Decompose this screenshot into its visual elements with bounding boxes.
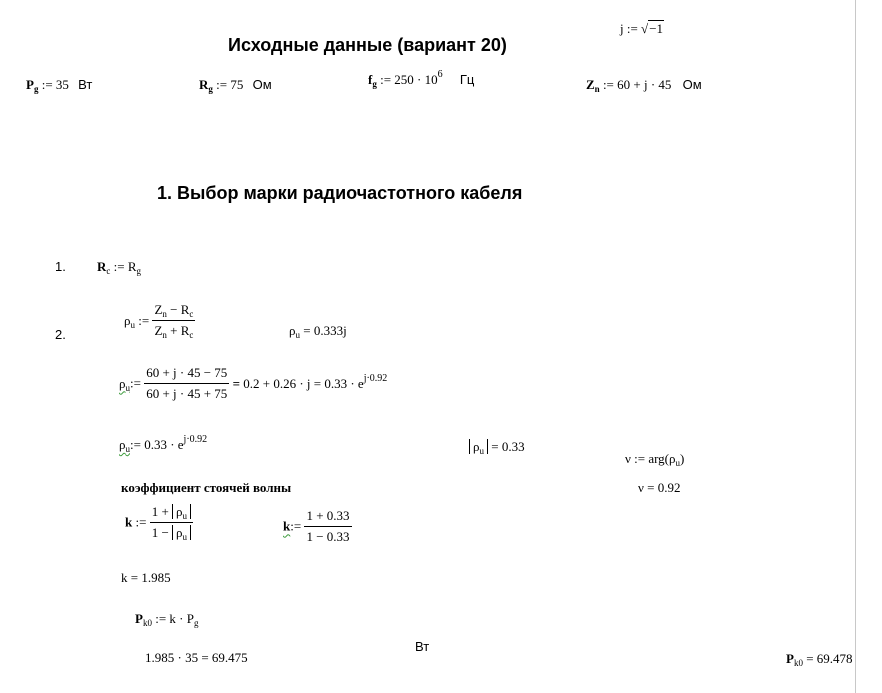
pg-definition: $P_g$ := 35 Вт <box>26 77 93 94</box>
rho-numeric-substitution: $\rho_u:=$ $\frac{60 + j \cdot 45 - 75}{60 + j \cdot 45 + 75}$ = $0.2 + 0.26 \cdot j = 0.33 \cdot e^{j\cdot 0.92}$ <box>119 365 388 401</box>
pk0-unit: Вт <box>415 639 430 654</box>
rho-value: $\rho_u = 0.333j$ <box>289 323 347 340</box>
fg-definition: $f_g$ := $250 \cdot 10^6$ Гц <box>368 69 475 89</box>
rho-abs-value: $\rho_u = 0.33$ <box>469 439 525 455</box>
pk0-result: $P_{k0} = 69.478$ <box>786 651 853 668</box>
rho-formula: $\rho_u$ := $\frac{Z_n - R_c}{Z_n + R_c}$ <box>124 302 194 340</box>
page-border-line <box>855 0 856 693</box>
rc-assignment: $R_c$ := $R_g$ <box>97 259 142 276</box>
j-definition: j := √−1 <box>620 21 664 36</box>
step-1-number: 1. <box>55 259 66 274</box>
k-formula: k := $\frac{1 + \rho_u}{1 - \rho_u}$ <box>125 504 193 541</box>
nu-definition: ν := $arg(\rho_u)$ <box>625 451 685 468</box>
zn-definition: $Z_n$ := 60 + j · 45 Ом <box>586 77 702 94</box>
k-value: k = 1.985 <box>121 570 171 585</box>
pk0-calculation: 1.985 · 35 = 69.475 <box>145 650 248 665</box>
nu-value: ν = 0.92 <box>638 480 681 495</box>
rg-definition: $R_g$ := 75 Ом <box>199 77 272 94</box>
rho-exp-assignment: $\rho_u:= 0.33 \cdot e^{j\cdot 0.92}$ <box>119 434 208 454</box>
k-numeric-formula: k:= $\frac{1 + 0.33}{1 - 0.33}$ <box>283 508 350 544</box>
step-2-number: 2. <box>55 327 66 342</box>
page-title: Исходные данные (вариант 20) <box>228 35 507 55</box>
section-title: 1. Выбор марки радиочастотного кабеля <box>157 183 523 203</box>
pk0-definition: $P_{k0}$ := $k \cdot P_g$ <box>135 611 199 628</box>
swr-label: коэффициент стоячей волны <box>121 480 292 495</box>
